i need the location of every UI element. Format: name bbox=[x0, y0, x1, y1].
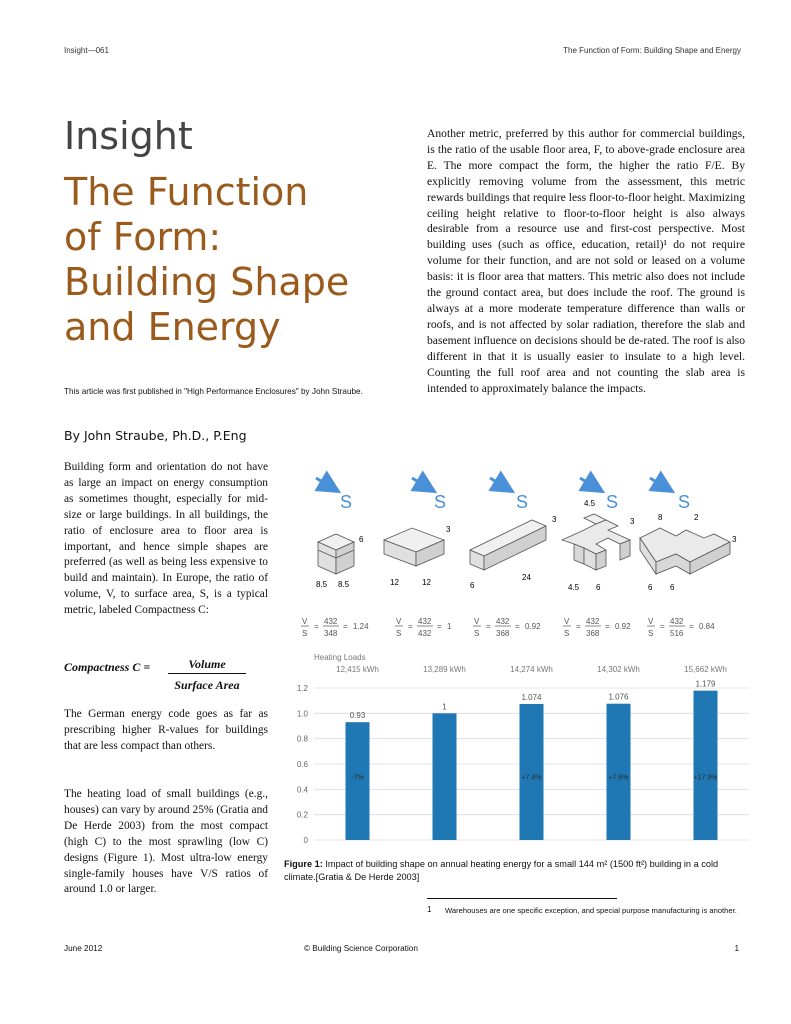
ratio-num: 432 bbox=[418, 617, 432, 626]
sun-label: S bbox=[434, 492, 447, 512]
ratio-eq: = bbox=[605, 622, 610, 631]
ratio-den: 348 bbox=[324, 629, 338, 638]
ratio-value: 0.92 bbox=[525, 622, 541, 631]
dim-slab-height: 3 bbox=[446, 525, 451, 534]
ratio-v: V bbox=[564, 617, 570, 626]
sun-label: S bbox=[606, 492, 619, 512]
sun-arrow-icon bbox=[316, 478, 352, 512]
dim-step-c: 6 bbox=[648, 583, 653, 592]
shape-stepped bbox=[640, 528, 730, 574]
title-line-4: and Energy bbox=[64, 305, 281, 349]
bar bbox=[433, 713, 457, 840]
sun-arrow-icon bbox=[650, 478, 690, 512]
left-paragraph-2: The German energy code goes as far as prescribing higher R-values for buildings that are less compact than others. bbox=[64, 708, 268, 752]
bar-percent-label: +17.9% bbox=[693, 774, 718, 782]
byline: By John Straube, Ph.D., P.Eng bbox=[64, 428, 247, 443]
dim-cross-height: 3 bbox=[630, 517, 635, 526]
ratio-s: S bbox=[302, 629, 308, 638]
y-tick-label: 0.8 bbox=[296, 734, 308, 744]
title-line-2: of Form: bbox=[64, 215, 222, 259]
footer-page-number: 1 bbox=[734, 944, 739, 953]
ratio-v: V bbox=[396, 617, 402, 626]
sun-label: S bbox=[678, 492, 691, 512]
ratio-den: 432 bbox=[418, 629, 432, 638]
dim-slab-width: 12 bbox=[390, 578, 399, 587]
bar bbox=[520, 704, 544, 840]
vs-ratio-row bbox=[301, 617, 715, 638]
bar-value-label: 1 bbox=[442, 702, 447, 712]
caption-text: Impact of building shape on annual heating energy for a small 144 m² (1500 ft²) building in a cold climate.[Gratia & De Herde 2003] bbox=[284, 859, 719, 882]
bar-value-label: 1.074 bbox=[521, 692, 542, 702]
left-paragraph-3: The heating load of small buildings (e.g., houses) can vary by around 25% (Gratia and De Herde 2003) from the most compact (high C) to the most sprawling (low C) designs (Figure 1). Most ultra-low energy single-family houses have V/S ratios of around 1.0 or larger. bbox=[64, 788, 268, 896]
heating-load-chart bbox=[284, 650, 754, 850]
formula-label: Compactness C = bbox=[64, 660, 151, 674]
bar-value-label: 1.076 bbox=[608, 692, 629, 702]
ratio-num: 432 bbox=[496, 617, 510, 626]
ratio-den: 516 bbox=[670, 629, 684, 638]
dim-cube-depth: 8.5 bbox=[338, 580, 350, 589]
ratio-num: 432 bbox=[670, 617, 684, 626]
sun-arrow-icon bbox=[412, 478, 446, 512]
ratio-den: 368 bbox=[586, 629, 600, 638]
left-paragraph-1: Building form and orientation do not have as large an impact on energy consumption as sometimes thought, especially for mid-size or large buildings. In all buildings, the ratio of enclosure area to floor area is important, and hence simple shapes are preferred (as well as being less expensive to build and maintain). In Europe, the ratio of volume, V, to surface area, S, is a typical metric, labeled Compactness C: bbox=[64, 461, 268, 617]
dim-bar-length: 24 bbox=[522, 573, 531, 582]
shape-cube bbox=[318, 534, 354, 574]
shape-long-bar bbox=[470, 520, 546, 570]
footer-date: June 2012 bbox=[64, 944, 103, 953]
category-label: 14,274 kWh bbox=[510, 665, 553, 674]
bar-value-label: 0.93 bbox=[349, 711, 366, 721]
shape-flat-slab bbox=[384, 528, 444, 566]
bar-percent-label: +7.4% bbox=[521, 774, 542, 782]
dim-bar-width: 6 bbox=[470, 581, 475, 590]
ratio-num: 432 bbox=[586, 617, 600, 626]
building-shapes-figure bbox=[284, 470, 754, 642]
sun-label: S bbox=[516, 492, 529, 512]
ratio-v: V bbox=[302, 617, 308, 626]
footnote-rule bbox=[427, 898, 617, 899]
ratio-value: 0.84 bbox=[699, 622, 715, 631]
dim-cross-top: 4.5 bbox=[584, 499, 596, 508]
title-line-3: Building Shape bbox=[64, 260, 350, 304]
y-tick-label: 0.4 bbox=[296, 785, 308, 795]
y-tick-label: 1.2 bbox=[296, 684, 308, 693]
footnote-mark: 1 bbox=[427, 905, 432, 914]
ratio-s: S bbox=[396, 629, 402, 638]
y-tick-label: 0.2 bbox=[296, 810, 308, 820]
footnote-text: Warehouses are one specific exception, and special purpose manufacturing is another. bbox=[445, 906, 737, 915]
ratio-eq: = bbox=[660, 622, 665, 631]
ratio-s: S bbox=[648, 629, 654, 638]
running-header-left: Insight—061 bbox=[64, 46, 109, 55]
dim-cube-height: 6 bbox=[359, 535, 364, 544]
ratio-eq: = bbox=[689, 622, 694, 631]
ratio-eq: = bbox=[408, 622, 413, 631]
running-header-right: The Function of Form: Building Shape and Energy bbox=[563, 46, 741, 55]
dim-bar-height: 3 bbox=[552, 515, 557, 524]
kicker-insight: Insight bbox=[64, 114, 193, 158]
ratio-den: 368 bbox=[496, 629, 510, 638]
heating-loads-title: Heating Loads bbox=[314, 653, 366, 662]
ratio-eq: = bbox=[576, 622, 581, 631]
dim-step-height: 3 bbox=[732, 535, 737, 544]
right-paragraph-1: Another metric, preferred by this author for commercial buildings, is the ratio of the usable floor area, F, to above-grade enclosure area E. The more compact the form, the higher the ratio F/E. By explicitly removing volume from the assessment, this metric rewards buildings that require less floor-to-floor height. Maximizing ceiling height relative to floor-to-floor height is also always desirable from a resource use and first-cost perspective. Most building uses (such as office, education, retail)¹ do not require volume for their function, and are not sold or leased on a volume basis: it is floor area that matters. This metric also does not include the ground contact area, but does include the roof. The ground is always at a more moderate temperature difference than walls or roofs, and is not affected by solar radiation, therefore the slab and basement influence on decisions should be de-rated. The roof is also different in that it is usually easier to insulate to a high level. Counting the full roof area and not counting the slab area is intended to approximately balance the impacts. bbox=[427, 127, 745, 395]
footer-copyright: © Building Science Corporation bbox=[304, 944, 418, 953]
y-tick-label: 0.6 bbox=[296, 760, 308, 769]
ratio-eq: = bbox=[486, 622, 491, 631]
y-tick-label: 0 bbox=[303, 836, 308, 845]
ratio-value: 1.24 bbox=[353, 622, 369, 631]
dim-cross-right: 6 bbox=[596, 583, 601, 592]
ratio-eq: = bbox=[314, 622, 319, 631]
sun-arrow-icon bbox=[490, 478, 528, 512]
ratio-s: S bbox=[564, 629, 570, 638]
bar-percent-label: -7% bbox=[351, 774, 364, 782]
sun-label: S bbox=[340, 492, 353, 512]
y-tick-label: 1.0 bbox=[296, 709, 308, 719]
category-label: 14,302 kWh bbox=[597, 665, 640, 674]
formula-numerator: Volume bbox=[168, 657, 246, 674]
ratio-v: V bbox=[474, 617, 480, 626]
ratio-eq: = bbox=[437, 622, 442, 631]
category-label: 15,662 kWh bbox=[684, 665, 727, 674]
ratio-v: V bbox=[648, 617, 654, 626]
bar bbox=[694, 691, 718, 840]
dim-slab-depth: 12 bbox=[422, 578, 431, 587]
publish-note: This article was first published in "High Performance Enclosures" by John Straube. bbox=[64, 387, 363, 396]
ratio-value: 1 bbox=[447, 622, 452, 631]
ratio-num: 432 bbox=[324, 617, 338, 626]
ratio-value: 0.92 bbox=[615, 622, 631, 631]
caption-label: Figure 1: bbox=[284, 859, 323, 869]
figure-caption bbox=[284, 858, 746, 884]
ratio-eq: = bbox=[515, 622, 520, 631]
dim-step-a: 8 bbox=[658, 513, 663, 522]
bar bbox=[607, 704, 631, 840]
title-line-1: The Function bbox=[64, 170, 309, 214]
shape-cross bbox=[562, 514, 630, 570]
dim-step-d: 6 bbox=[670, 583, 675, 592]
dim-step-b: 2 bbox=[694, 513, 699, 522]
dim-cross-left: 4.5 bbox=[568, 583, 580, 592]
category-label: 12,415 kWh bbox=[336, 665, 379, 674]
bar-percent-label: +7.6% bbox=[608, 774, 629, 782]
ratio-eq: = bbox=[343, 622, 348, 631]
dim-cube-width: 8.5 bbox=[316, 580, 328, 589]
bar-value-label: 1.179 bbox=[695, 679, 716, 689]
page-title bbox=[64, 170, 349, 350]
category-label: 13,289 kWh bbox=[423, 665, 466, 674]
ratio-s: S bbox=[474, 629, 480, 638]
formula-denominator: Surface Area bbox=[174, 678, 240, 692]
